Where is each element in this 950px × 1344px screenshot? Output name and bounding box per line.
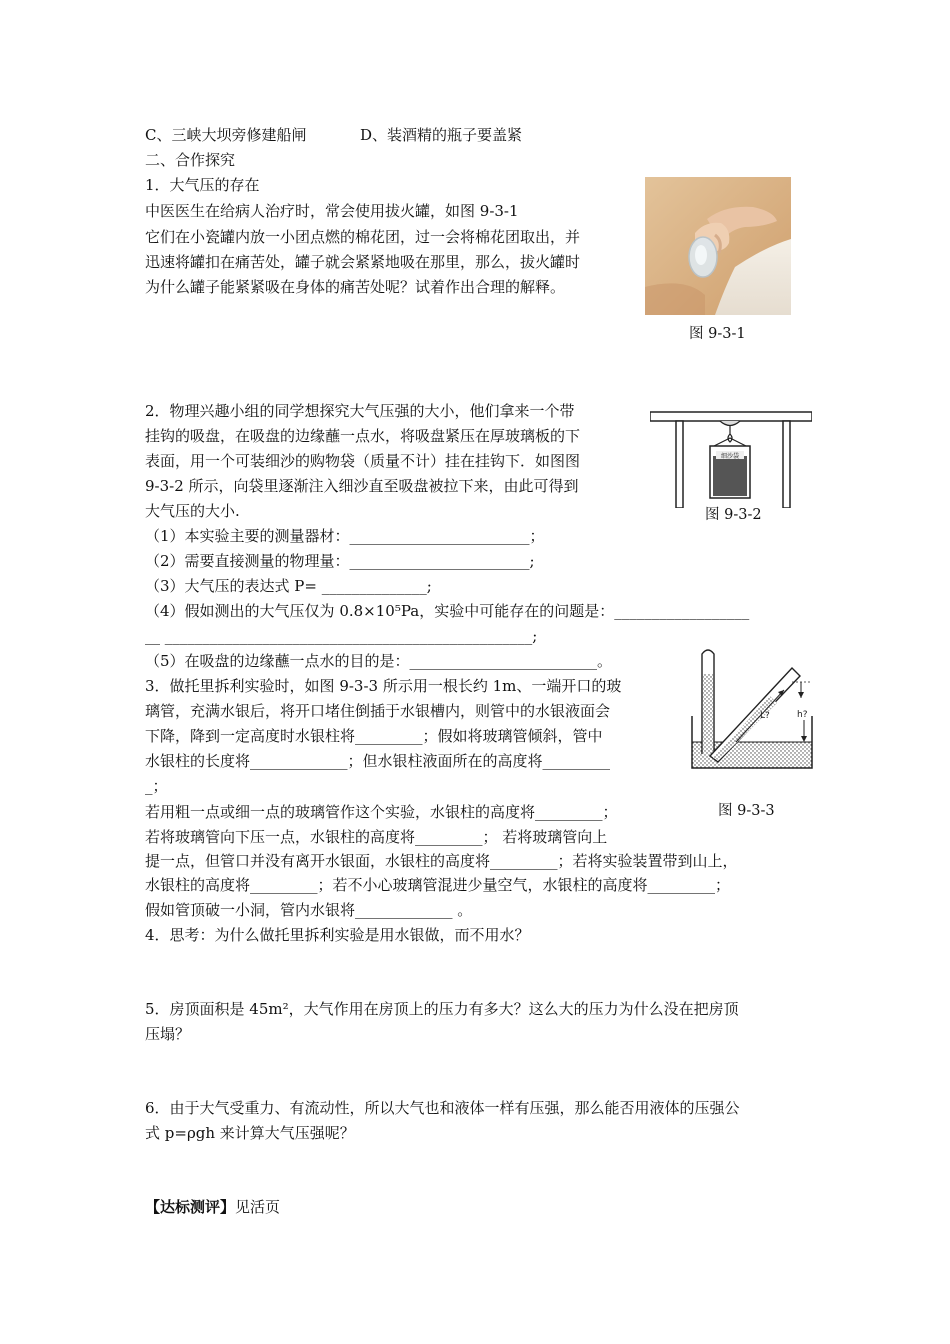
q3-line: 若用粗一点或细一点的玻璃管作这个实验，水银柱的高度将_________； [145,803,618,821]
q6-line: 式 p=ρgh 来计算大气压强呢？ [145,1124,355,1142]
q3-line: 假如管顶破一小洞，管内水银将_____________ 。 [145,901,473,919]
bag-label: 细沙袋 [720,453,740,460]
q3-line: 下降，降到一定高度时水银柱将_________；假如将玻璃管倾斜，管中 [145,727,603,745]
assessment-text: 见活页 [235,1198,281,1216]
q2-line: 挂钩的吸盘，在吸盘的边缘蘸一点水，将吸盘紧压在厚玻璃板的下 [145,427,581,445]
q4-line: 4．思考：为什么做托里拆利实验是用水银做，而不用水？ [145,926,530,944]
section-heading: 二、合作探究 [145,151,236,169]
label-h: h? [797,710,808,720]
q1-title: 1．大气压的存在 [145,176,260,194]
q2-sub: （3）大气压的表达式 P= ______________; [145,577,432,595]
suction-cup-figure [650,408,812,508]
q3-line: 水银柱的长度将_____________；但水银柱液面所在的高度将_________ [145,752,611,770]
q1-line: 迅速将罐扣在痛苦处，罐子就会紧紧地吸在那里，那么，拔火罐时 [145,253,581,271]
figure-caption: 图 9-3-3 [718,803,775,819]
assessment-note [145,1196,280,1218]
q1-line: 为什么罐子能紧紧吸在身体的痛苦处呢？试着作出合理的解释。 [145,278,566,296]
figure-caption: 图 9-3-2 [705,507,762,523]
q6-line: 6．由于大气受重力、有流动性，所以大气也和液体一样有压强，那么能否用液体的压强公 [145,1099,740,1117]
q2-line: 表面，用一个可装细沙的购物袋（质量不计）挂在挂钩下．如图图 [145,452,581,470]
q2-line: 大气压的大小. [145,502,240,520]
q3-line: 璃管，充满水银后，将开口堵住倒插于水银槽内，则管中的水银液面会 [145,702,611,720]
q3-line: 若将玻璃管向下压一点，水银柱的高度将_________； 若将玻璃管向上 [145,828,608,846]
q2-sub: __ _________________________________________________; [145,627,538,645]
assessment-heading: 【达标测评】 [145,1198,236,1216]
q2-sub: （1）本实验主要的测量器材：________________________； [145,527,545,545]
option-d: D、装酒精的瓶子要盖紧 [360,126,523,144]
cupping-photo [645,177,791,315]
q2-sub: （5）在吸盘的边缘蘸一点水的目的是：_________________________。 [145,652,613,670]
figure-caption: 图 9-3-1 [689,326,746,342]
q5-line: 5．房顶面积是 45m²，大气作用在房顶上的压力有多大？这么大的压力为什么没在把房顶 [145,1000,739,1018]
q1-line: 它们在小瓷罐内放一小团点燃的棉花团，过一会将棉花团取出，并 [145,228,581,246]
q5-line: 压塌？ [145,1025,191,1043]
label-l: L? [760,711,770,721]
q3-line: 3．做托里拆利实验时，如图 9-3-3 所示用一根长约 1m、一端开口的玻 [145,677,622,695]
q1-line: 中医医生在给病人治疗时，常会使用拔火罐，如图 9-3-1 [145,202,519,220]
q2-sub: （4）假如测出的大气压仅为 0.8×10⁵Pa，实验中可能存在的问题是：__________________ [145,602,750,620]
q3-line: 提一点，但管口并没有离开水银面，水银柱的高度将_________；若将实验装置带到山上， [145,852,738,870]
q2-line: 2．物理兴趣小组的同学想探究大气压强的大小，他们拿来一个带 [145,402,575,420]
q3-line: _； [145,777,168,795]
q3-line: 水银柱的高度将_________；若不小心玻璃管混进少量空气，水银柱的高度将_________； [145,876,731,894]
option-c: C、三峡大坝旁修建船闸 [145,126,307,144]
q2-line: 9-3-2 所示，向袋里逐渐注入细沙直至吸盘被拉下来，由此可得到 [145,477,579,495]
torricelli-figure [688,646,818,774]
q2-sub: （2）需要直接测量的物理量：________________________; [145,552,535,570]
